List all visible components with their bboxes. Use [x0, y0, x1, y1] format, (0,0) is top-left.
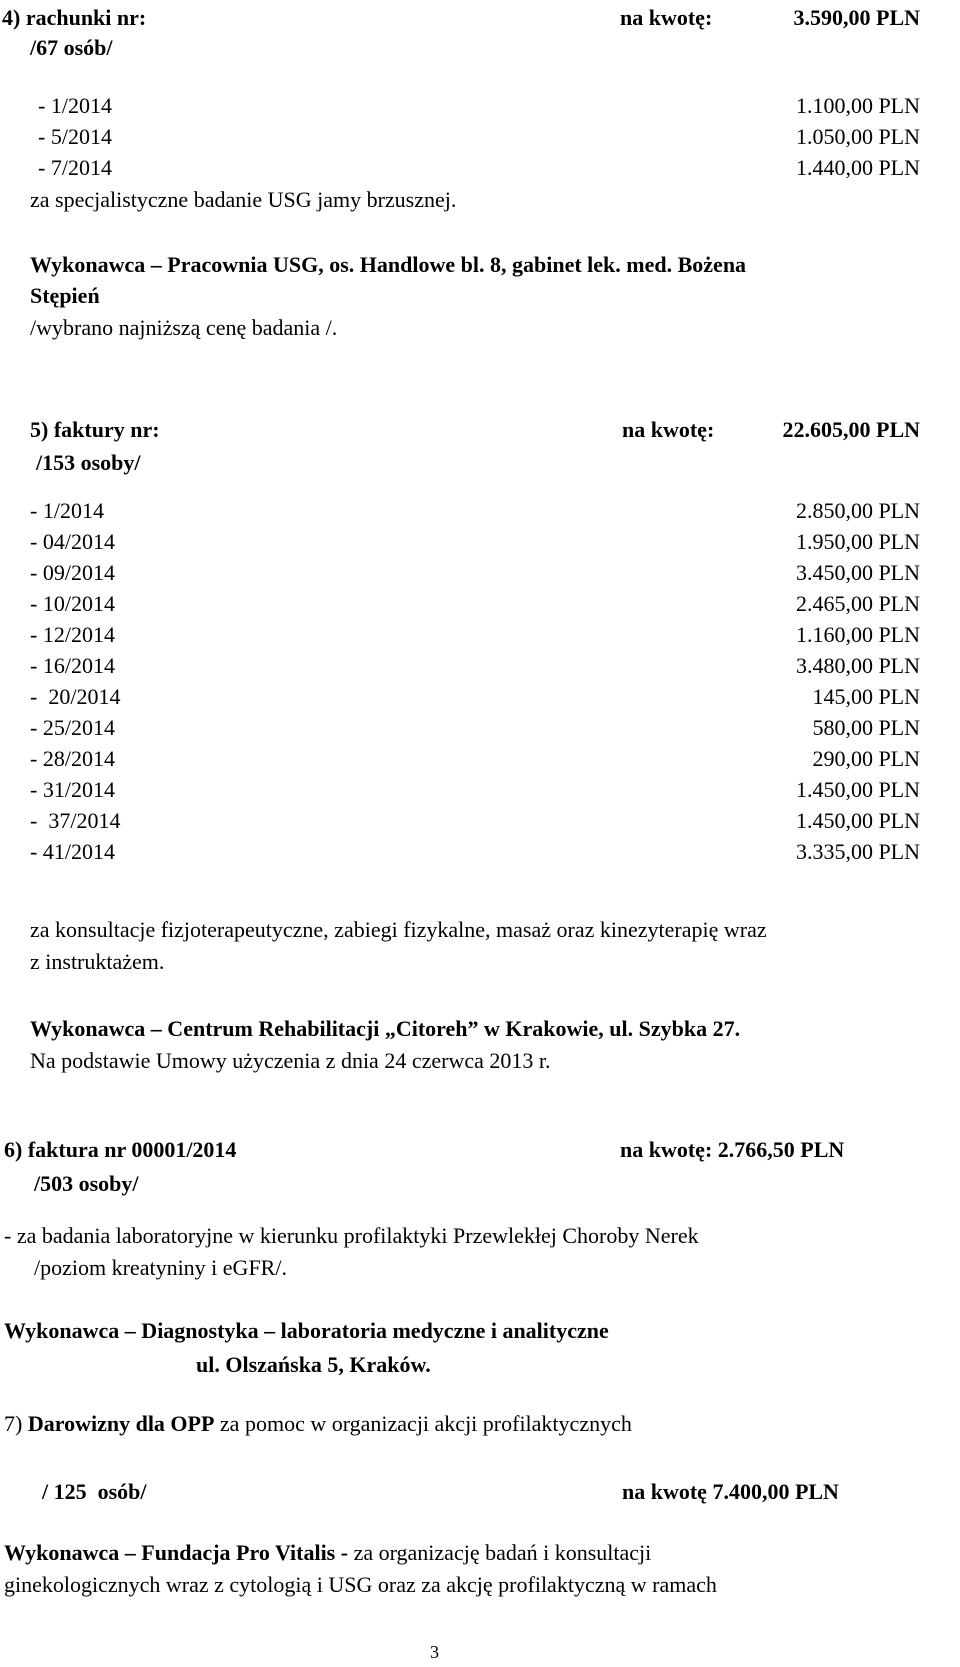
- section-5-contractor: Wykonawca – Centrum Rehabilitacji „Citoreh” w Krakowie, ul. Szybka 27.: [30, 1016, 741, 1041]
- section-7-contractor-rest: za organizację badań i konsultacji: [353, 1540, 652, 1565]
- section-5-amount: 22.605,00 PLN: [782, 417, 920, 442]
- section-6-amount: na kwotę: 2.766,50 PLN: [620, 1137, 845, 1162]
- list-item-amount: 1.050,00 PLN: [795, 124, 920, 149]
- list-item-no: - 1/2014: [30, 498, 104, 523]
- list-item-amount: 145,00 PLN: [812, 684, 920, 709]
- section-7-contractor: [4, 1539, 651, 1567]
- list-item-no: - 28/2014: [30, 746, 115, 771]
- section-4-contractor-cont: Stępień: [30, 283, 100, 308]
- section-7-contractor-name: Wykonawca – Fundacja Pro Vitalis -: [4, 1540, 349, 1565]
- section-6-contractor: Wykonawca – Diagnostyka – laboratoria medyczne i analityczne: [4, 1318, 609, 1343]
- list-item-no: - 41/2014: [30, 839, 115, 864]
- list-item-no: - 10/2014: [30, 591, 115, 616]
- list-item-amount: 2.850,00 PLN: [795, 498, 920, 523]
- list-item-no: - 31/2014: [30, 777, 115, 802]
- list-item-no: - 09/2014: [30, 560, 115, 585]
- section-6-description: - za badania laboratoryjne w kierunku profilaktyki Przewlekłej Choroby Nerek: [4, 1223, 699, 1248]
- list-item-amount: 1.440,00 PLN: [795, 155, 920, 180]
- section-4-description: za specjalistyczne badanie USG jamy brzusznej.: [30, 187, 457, 212]
- list-item-no: - 25/2014: [30, 715, 115, 740]
- list-item-no: - 1/2014: [38, 93, 112, 118]
- list-item-amount: 3.480,00 PLN: [795, 653, 920, 678]
- section-6-heading: 6) faktura nr 00001/2014: [4, 1137, 237, 1162]
- page-number: 3: [430, 1642, 439, 1662]
- section-7-persons: / 125 osób/: [42, 1479, 147, 1504]
- section-6-description-cont: /poziom kreatyniny i eGFR/.: [34, 1255, 287, 1280]
- section-4-persons: /67 osób/: [30, 35, 113, 60]
- section-5-persons: /153 osoby/: [36, 450, 141, 475]
- section-4-amount-label: na kwotę:: [620, 5, 713, 30]
- list-item-no: - 37/2014: [30, 808, 121, 833]
- list-item-amount: 1.100,00 PLN: [795, 93, 920, 118]
- list-item-no: - 04/2014: [30, 529, 115, 554]
- list-item-no: - 12/2014: [30, 622, 115, 647]
- section-5-heading: 5) faktury nr:: [30, 417, 160, 442]
- section-4-contractor: Wykonawca – Pracownia USG, os. Handlowe bl. 8, gabinet lek. med. Bożena: [30, 252, 747, 277]
- section-7-amount: na kwotę 7.400,00 PLN: [622, 1479, 839, 1504]
- list-item-amount: 3.450,00 PLN: [795, 560, 920, 585]
- list-item-no: - 16/2014: [30, 653, 115, 678]
- section-4-heading: 4) rachunki nr:: [2, 5, 147, 30]
- list-item-amount: 2.465,00 PLN: [795, 591, 920, 616]
- section-6-contractor-address: ul. Olszańska 5, Kraków.: [196, 1352, 431, 1377]
- section-5-amount-label: na kwotę:: [622, 417, 715, 442]
- section-7-title: Darowizny dla OPP: [27, 1411, 215, 1436]
- list-item-amount: 1.950,00 PLN: [795, 529, 920, 554]
- list-item-amount: 580,00 PLN: [812, 715, 920, 740]
- list-item-amount: 1.450,00 PLN: [795, 777, 920, 802]
- section-7-heading: [4, 1410, 632, 1438]
- section-4-amount: 3.590,00 PLN: [793, 5, 920, 30]
- list-item-no: - 5/2014: [38, 124, 112, 149]
- list-item-amount: 290,00 PLN: [812, 746, 920, 771]
- section-4-note: /wybrano najniższą cenę badania /.: [30, 315, 338, 340]
- section-5-agreement: Na podstawie Umowy użyczenia z dnia 24 czerwca 2013 r.: [30, 1048, 551, 1073]
- section-7-contractor-cont: ginekologicznych wraz z cytologią i USG oraz za akcję profilaktyczną w ramach: [4, 1572, 717, 1597]
- section-6-persons: /503 osoby/: [34, 1171, 139, 1196]
- list-item-no: - 7/2014: [38, 155, 112, 180]
- list-item-no: - 20/2014: [30, 684, 121, 709]
- section-5-description-cont: z instruktażem.: [30, 949, 165, 974]
- list-item-amount: 3.335,00 PLN: [795, 839, 920, 864]
- section-7-number: 7): [4, 1411, 23, 1436]
- section-5-description: za konsultacje fizjoterapeutyczne, zabiegi fizykalne, masaż oraz kinezyterapię wraz: [30, 917, 767, 942]
- section-7-title-rest: za pomoc w organizacji akcji profilaktycznych: [219, 1411, 632, 1436]
- list-item-amount: 1.160,00 PLN: [795, 622, 920, 647]
- list-item-amount: 1.450,00 PLN: [795, 808, 920, 833]
